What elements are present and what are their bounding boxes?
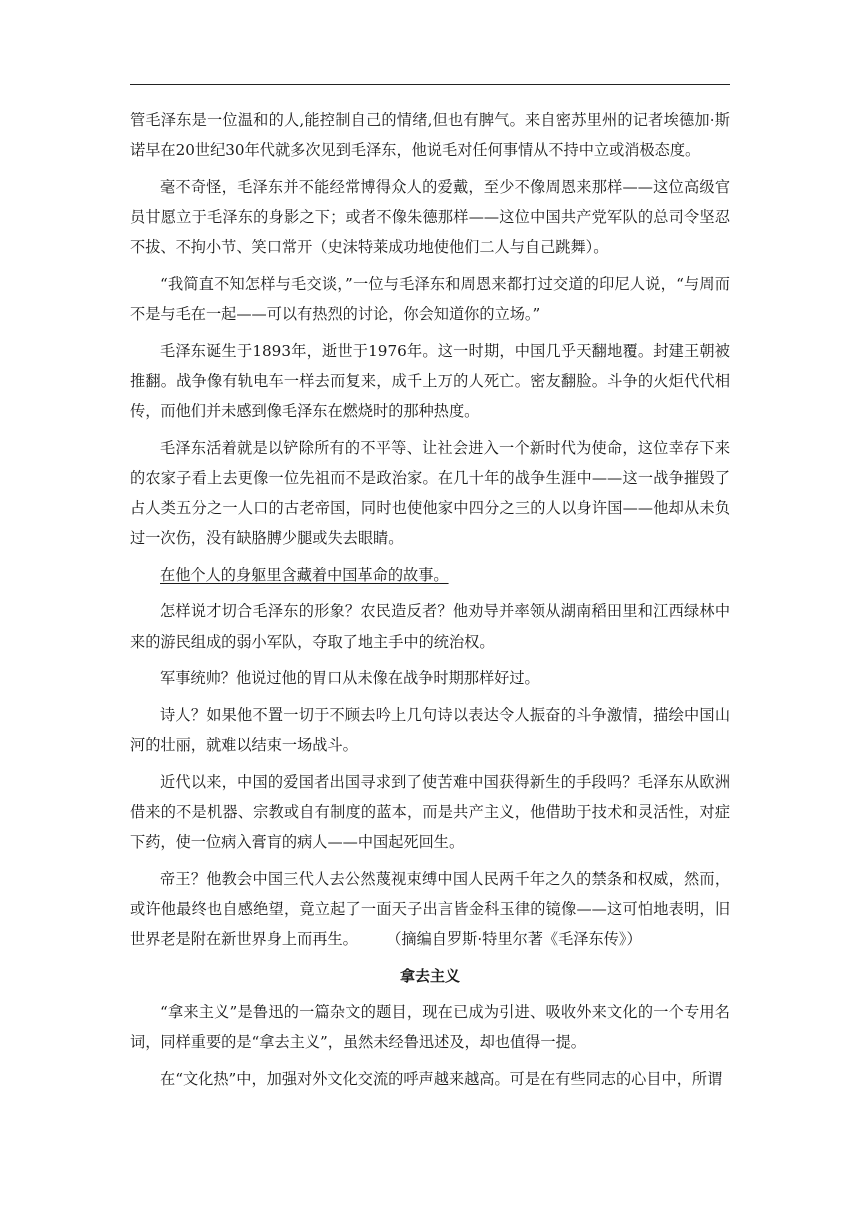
paragraph: 毛泽东活着就是以铲除所有的不平等、让社会进入一个新时代为使命，这位幸存下来的农家子看上去更像一位先祖而不是政治家。在几十年的战争生涯中——这一战争摧毁了占人类五分之一人口的古老帝国，同时也使他家中四分之三的人以身许国——他却从未负过一次伤，没有缺胳膊少腿或失去眼睛。 xyxy=(130,438,730,548)
paragraph: 管毛泽东是一位温和的人,能控制自己的情绪,但也有脾气。来自密苏里州的记者埃德加·斯诺早在20世纪30年代就多次见到毛泽东，他说毛对任何事情从不持中立或消极态度。 xyxy=(130,111,730,160)
paragraph: 怎样说才切合毛泽东的形象？农民造反者？他劝导并率领从湖南稻田里和江西绿林中来的游民组成的弱小军队，夺取了地主手中的统治权。 xyxy=(130,602,730,651)
source-note: （摘编自罗斯·特里尔著《毛泽东传》） xyxy=(393,929,642,948)
paragraph: 近代以来，中国的爱国者出国寻求到了使苦难中国获得新生的手段吗？毛泽东从欧洲借来的不是机器、宗教或自有制度的蓝本，而是共产主义，他借助于技术和灵活性，对症下药，使一位病入膏肓的病人——中国起死回生。 xyxy=(130,772,730,851)
paragraph: 诗人？如果他不置一切于不顾去吟上几句诗以表达令人振奋的斗争激情，描绘中国山河的壮丽，就难以结束一场战斗。 xyxy=(130,705,730,754)
paragraph-text: 帝王？他教会中国三代人去公然蔑视束缚中国人民两千年之久的禁条和权威，然而，或许他最终也自感绝望，竟立起了一面天子出言皆金科玉律的镜像——这可怕地表明，旧世界老是附在新世界身上而再生。 xyxy=(130,869,730,948)
paragraph-with-source xyxy=(130,864,730,955)
paragraph: 毛泽东诞生于1893年，逝世于1976年。这一时期，中国几乎天翻地覆。封建王朝被推翻。战争像有轨电车一样去而复来，成千上万的人死亡。密友翻脸。斗争的火炬代代相传，而他们并未感到像毛泽东在燃烧时的那种热度。 xyxy=(130,341,730,420)
document-body xyxy=(130,105,730,1100)
underlined-sentence: 在他个人的身躯里含藏着中国革命的故事。 xyxy=(160,565,449,584)
paragraph: 毫不奇怪，毛泽东并不能经常博得众人的爱戴，至少不像周恩来那样——这位高级官员甘愿立于毛泽东的身影之下；或者不像朱德那样——这位中国共产党军队的总司令坚忍不拔、不拘小节、笑口常开（史沫特莱成功地使他们二人与自己跳舞）。 xyxy=(130,177,730,257)
underlined-paragraph xyxy=(130,560,730,590)
section-title: 拿去主义 xyxy=(399,966,460,985)
header-rule xyxy=(130,84,730,85)
paragraph: 军事统帅？他说过他的胃口从未像在战争时期那样好过。 xyxy=(160,669,540,688)
paragraph: “我简直不知怎样与毛交谈，”一位与毛泽东和周恩来都打过交道的印尼人说，“与周而不是与毛在一起——可以有热烈的讨论，你会知道你的立场。” xyxy=(130,274,730,323)
section-paragraph: “拿来主义”是鲁迅的一篇杂文的题目，现在已成为引进、吸收外来文化的一个专用名词，同样重要的是“拿去主义”，虽然未经鲁迅述及，却也值得一提。 xyxy=(130,1002,730,1051)
section-paragraph: 在“文化热”中，加强对外文化交流的呼声越来越高。可是在有些同志的心目中，所谓 xyxy=(160,1069,723,1088)
